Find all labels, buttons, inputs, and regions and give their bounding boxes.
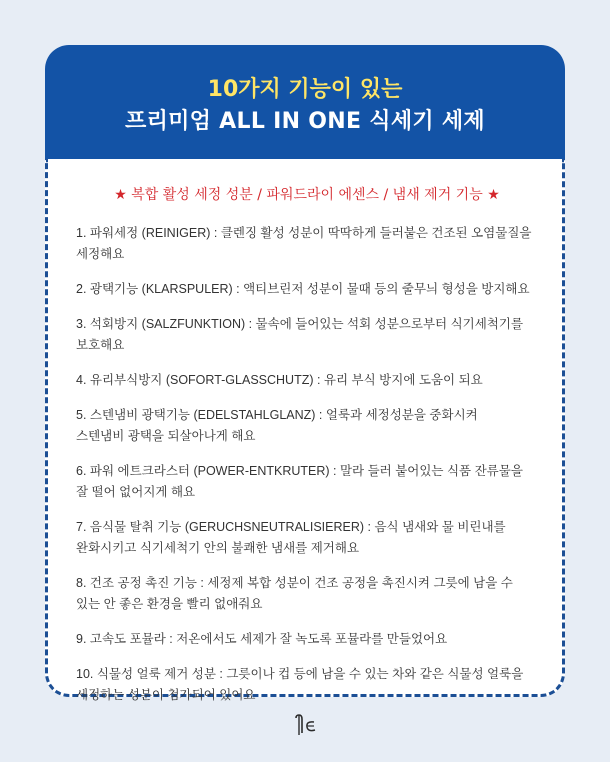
feature-item-8: 8. 건조 공정 촉진 기능 : 세정제 복합 성분이 건조 공정을 촉진시켜 그릇에 남을 수 있는 안 좋은 환경을 빨리 없애줘요 [76, 576, 513, 611]
subtitle-text: 복합 활성 세정 성분 / 파워드라이 에센스 / 냄새 제거 기능 [131, 187, 483, 203]
brand-logo-icon [292, 713, 320, 737]
feature-item-6: 6. 파워 에트크라스터 (POWER-ENTKRUTER) : 말라 들러 붙어있는 식품 잔류물을 잘 떨어 없어지게 해요 [76, 464, 523, 499]
feature-item-4: 4. 유리부식방지 (SOFORT-GLASSCHUTZ) : 유리 부식 방지에 도움이 되요 [76, 373, 483, 387]
card-header [45, 45, 565, 159]
star-right-icon: ★ [487, 187, 500, 203]
subtitle [76, 185, 538, 205]
feature-item-3: 3. 석회방지 (SALZFUNKTION) : 물속에 들어있는 석회 성분으로부터 식기세척기를 보호해요 [76, 317, 524, 352]
feature-card [45, 45, 565, 702]
star-left-icon: ★ [114, 187, 127, 203]
feature-item-2: 2. 광택기능 (KLARSPULER) : 액티브린저 성분이 물때 등의 줄무늬 형성을 방지해요 [76, 282, 530, 296]
feature-item-9: 9. 고속도 포뮬라 : 저온에서도 세제가 잘 녹도록 포뮬라를 만들었어요 [76, 632, 448, 646]
header-line1: 10가지 기능이 있는 [207, 77, 403, 102]
feature-item-1: 1. 파워세정 (REINIGER) : 클렌징 활성 성분이 딱딱하게 들러붙은 건조된 오염물질을 세정해요 [76, 226, 532, 261]
feature-item-10: 10. 식물성 얼룩 제거 성분 : 그릇이나 컵 등에 남을 수 있는 차와 같은 식물성 얼룩을 세정하는 성분이 첨가되어 있어요 [76, 667, 524, 702]
header-line2: 프리미엄 ALL IN ONE 식세기 세제 [125, 109, 485, 134]
feature-list [76, 223, 538, 706]
feature-item-7: 7. 음식물 탈취 기능 (GERUCHSNEUTRALISIERER) : 음식 냄새와 물 비린내를 완화시키고 식기세척기 안의 불쾌한 냄새를 제거해요 [76, 520, 506, 555]
card-body [45, 159, 565, 702]
feature-item-5: 5. 스텐냄비 광택기능 (EDELSTAHLGLANZ) : 얼룩과 세정성분을 중화시켜 스텐냄비 광택을 되살아나게 해요 [76, 408, 478, 443]
